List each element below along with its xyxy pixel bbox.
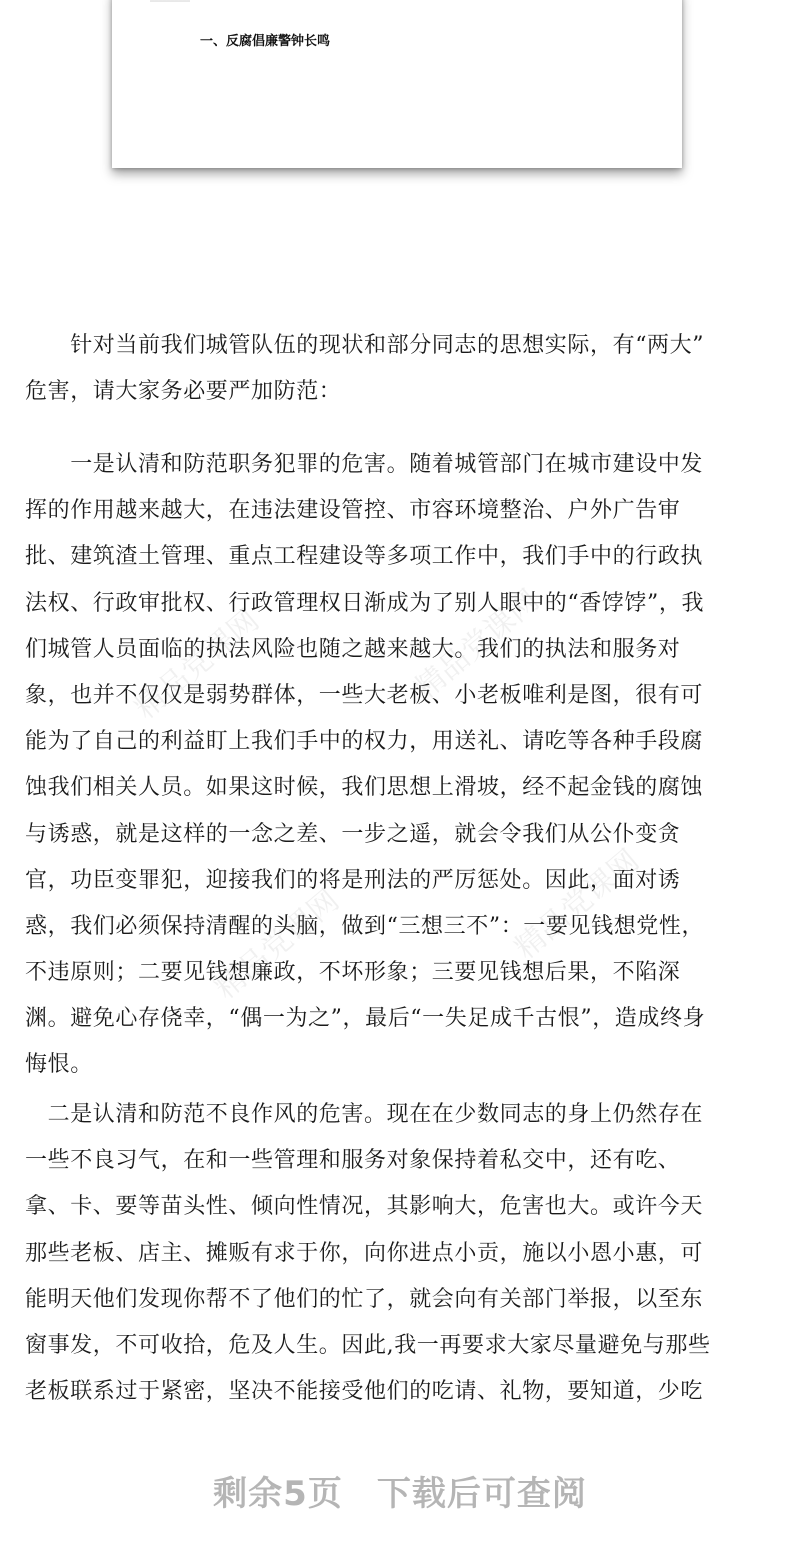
watermark-text: 精品党课网 xyxy=(508,843,646,967)
text-line: 一是认清和防范职务犯罪的危害。随着城管部门在城市建设中发 xyxy=(25,452,704,477)
watermark-text: 精品党课网 xyxy=(128,603,266,727)
download-to-view-label: 下载后可查阅 xyxy=(376,1474,587,1514)
text-line: 批、建筑渣土管理、重点工程建设等多项工作中，我们手中的行政执 xyxy=(25,544,704,570)
text-line: 一些不良习气，在和一些管理和服务对象保持着私交中，还有吃、 xyxy=(25,1148,681,1174)
paragraph-bad-conduct xyxy=(25,1092,785,1415)
text-line: 窗事发，不可收拾，危及人生。因此,我一再要求大家尽量避免与那些 xyxy=(25,1332,711,1358)
text-line: 官，功臣变罪犯，迎接我们的将是刑法的严厉惩处。因此，面对诱 xyxy=(25,867,681,893)
text-line: 渊。避免心存侥幸，“偶一为之”，最后“一失足成千古恨”，造成终身 xyxy=(25,1006,706,1032)
text-line: 悔恨。 xyxy=(25,1052,93,1078)
text-line: 不违原则；二要见钱想廉政，不坏形象；三要见钱想后果，不陷深 xyxy=(25,960,681,986)
watermark-text: 精品党课网 xyxy=(208,883,346,1007)
remaining-pages-label: 剩余5页 xyxy=(213,1474,343,1514)
text-line: 能明天他们发现你帮不了他们的忙了，就会向有关部门举报，以至东 xyxy=(25,1286,704,1312)
preview-clipped-text xyxy=(150,0,190,2)
text-line: 象，也并不仅仅是弱势群体，一些大老板、小老板唯利是图，很有可 xyxy=(25,682,704,708)
text-line: 危害，请大家务必要严加防范： xyxy=(25,379,342,405)
text-line: 那些老板、店主、摊贩有求于你，向你进点小贡，施以小恩小惠，可 xyxy=(25,1240,704,1266)
text-line: 拿、卡、要等苗头性、倾向性情况，其影响大，危害也大。或许今天 xyxy=(25,1194,704,1220)
preview-page-card xyxy=(112,0,682,168)
download-prompt[interactable] xyxy=(0,1466,800,1515)
preview-section-heading: 一、反腐倡廉警钟长鸣 xyxy=(200,34,331,49)
intro-paragraph xyxy=(25,323,785,415)
paragraph-duty-crime xyxy=(25,442,785,1089)
watermark-text: 精品党课网 xyxy=(408,583,546,707)
text-line: 与诱惑，就是这样的一念之差、一步之遥，就会令我们从公仆变贪 xyxy=(25,821,681,847)
text-line: 老板联系过于紧密，坚决不能接受他们的吃请、礼物，要知道，少吃 xyxy=(25,1379,704,1405)
text-line: 惑，我们必须保持清醒的头脑，做到“三想三不”：一要见钱想党性， xyxy=(25,913,705,939)
text-line: 能为了自己的利益盯上我们手中的权力，用送礼、请吃等各种手段腐 xyxy=(25,729,704,755)
text-line: 法权、行政审批权、行政管理权日渐成为了别人眼中的“香饽饽”，我 xyxy=(25,590,705,616)
text-line: 蚀我们相关人员。如果这时候，我们思想上滑坡，经不起金钱的腐蚀 xyxy=(25,775,704,801)
text-line: 针对当前我们城管队伍的现状和部分同志的思想实际，有“两大” xyxy=(25,333,705,358)
text-line: 挥的作用越来越大，在违法建设管控、市容环境整治、户外广告审 xyxy=(25,498,681,524)
text-line: 二是认清和防范不良作风的危害。现在在少数同志的身上仍然存在 xyxy=(25,1102,704,1127)
text-line: 们城管人员面临的执法风险也随之越来越大。我们的执法和服务对 xyxy=(25,636,681,662)
